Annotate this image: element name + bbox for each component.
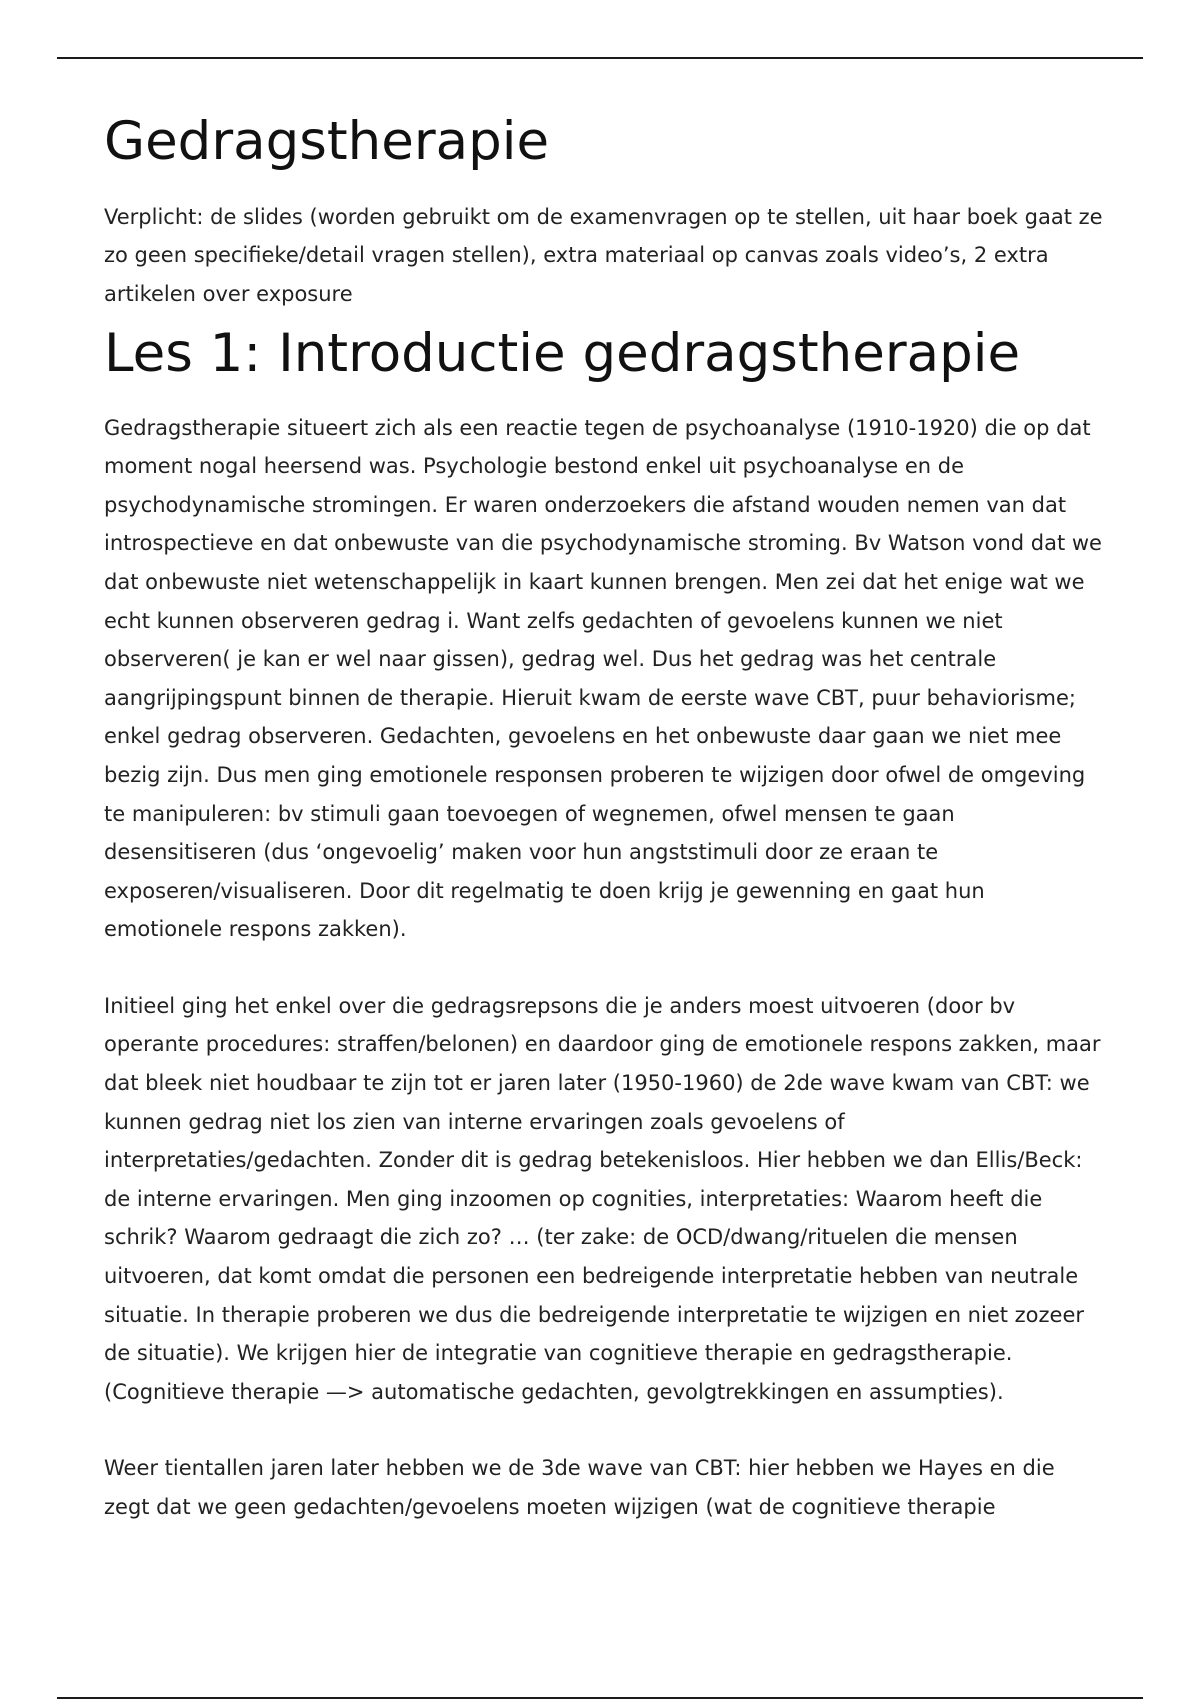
body-paragraph-3: Weer tientallen jaren later hebben we de 3de wave van CBT: hier hebben we Hayes en die zegt dat we geen gedachten/gevoelens moeten wijzigen (wat de cognitieve therapie <box>104 1456 1055 1519</box>
body-paragraph-1: Gedragstherapie situeert zich als een reactie tegen de psychoanalyse (1910-1920) die op dat moment nogal heersend was. Psychologie bestond enkel uit psychoanalyse en de psychodynamische stromingen. Er waren onderzoekers die afstand wouden nemen van dat introspectieve en dat onbewuste van die psychodynamische stroming. Bv Watson vond dat we dat onbewuste niet wetenschappelijk in kaart kunnen brengen. Men zei dat het enige wat we echt kunnen observeren gedrag i. Want zelfs gedachten of gevoelens kunnen we niet observeren( je kan er wel naar gissen), gedrag wel. Dus het gedrag was het centrale aangrijpingspunt binnen de therapie. Hieruit kwam de eerste wave CBT, puur behaviorisme; enkel gedrag observeren. Gedachten, gevoelens en het onbewuste daar gaan we niet mee bezig zijn. Dus men ging emotionele responsen proberen te wijzigen door ofwel de omgeving te manipuleren: bv stimuli gaan toevoegen of wegnemen, ofwel mensen te gaan desensitiseren (dus ‘ongevoelig’ maken voor hun angststimuli door ze eraan te exposeren/visualiseren. Door dit regelmatig te doen krijg je gewenning en gaat hun emotionele respons zakken). <box>104 415 1102 942</box>
body-paragraph-2: Initieel ging het enkel over die gedragsrepsons die je anders moest uitvoeren (door bv operante procedures: straffen/belonen) en daardoor ging de emotionele respons zakken, maar dat bleek niet houdbaar te zijn tot er jaren later (1950-1960) de 2de wave kwam van CBT: we kunnen gedrag niet los zien van interne ervaringen zoals gevoelens of interpretaties/gedachten. Zonder dit is gedrag betekenisloos. Hier hebben we dan Ellis/Beck: de interne ervaringen. Men ging inzoomen op cognities, interpretaties: Waarom heeft die schrik? Waarom gedraagt die zich zo? … (ter zake: de OCD/dwang/rituelen die mensen uitvoeren, dat komt omdat die personen een bedreigende interpretatie hebben van neutrale situatie. In therapie proberen we dus die bedreigende interpretatie te wijzigen en niet zozeer de situatie). We krijgen hier de integratie van cognitieve therapie en gedragstherapie. (Cognitieve therapie —> automatische gedachten, gevolgtrekkingen en assumpties). <box>104 993 1101 1404</box>
section-heading: Les 1: Introductie gedragstherapie <box>104 322 1021 384</box>
page-title: Gedragstherapie <box>104 111 550 172</box>
document-body <box>104 100 1104 1527</box>
top-rule <box>57 57 1143 59</box>
bottom-rule <box>57 1697 1143 1699</box>
intro-paragraph: Verplicht: de slides (worden gebruikt om de examenvragen op te stellen, uit haar boek gaat ze zo geen specifieke/detail vragen stellen), extra materiaal op canvas zoals video’s, 2 extra artikelen over exposure <box>104 204 1103 307</box>
